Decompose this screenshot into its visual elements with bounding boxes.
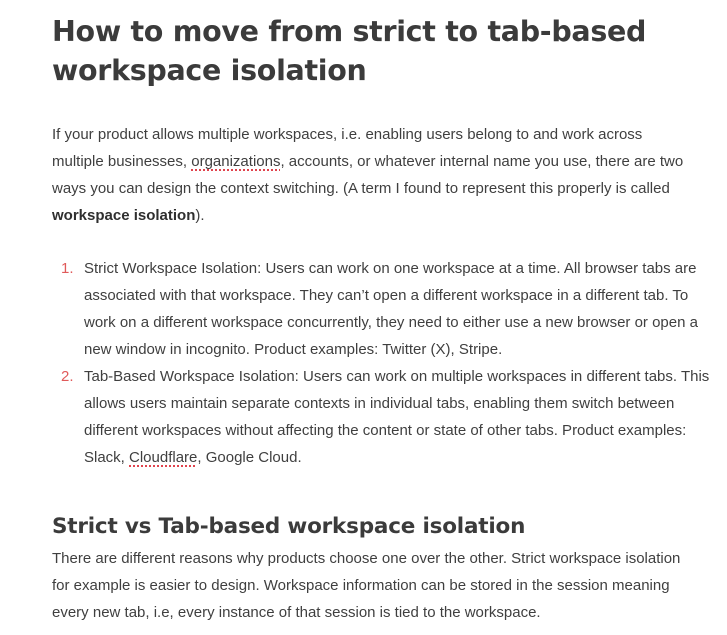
intro-text-3: ). xyxy=(195,207,205,224)
list-number: 1. xyxy=(61,260,74,277)
page-title: How to move from strict to tab-based workspace isolation xyxy=(52,15,647,87)
list-item-text-2: , Google Cloud. xyxy=(197,449,302,466)
bold-term: workspace isolation xyxy=(52,207,196,224)
intro-text-1: If your product allows multiple workspaces, i.e. enabling users belong to and work across multiple businesses, xyxy=(52,126,643,170)
intro-text-2: , accounts, or whatever internal name you use, there are two ways you can design the context switching. (A term I found to represent this properly is called xyxy=(52,153,684,197)
misspelled-word-cloudflare[interactable]: Cloudflare xyxy=(129,449,198,466)
misspelled-word-organizations[interactable]: organizations xyxy=(191,153,281,170)
intro-paragraph xyxy=(52,121,692,229)
section-paragraph: There are different reasons why products choose one over the other. Strict workspace isolation for example is easier to design. Workspace information can be stored in the session meaning every new tab, i.e, every instance of that session is tied to the workspace. xyxy=(52,550,681,621)
list-item-text-1: Tab-Based Workspace Isolation: Users can work on multiple workspaces in different tabs. This allows users maintain separate contexts in individual tabs, enabling them switch between different workspaces without affecting the content or state of other tabs. Product examples: Slack, xyxy=(84,368,710,466)
section-heading: Strict vs Tab-based workspace isolation xyxy=(52,514,526,539)
isolation-types-list xyxy=(52,255,712,471)
list-number: 2. xyxy=(61,368,74,385)
list-item-text: Strict Workspace Isolation: Users can work on one workspace at a time. All browser tabs are associated with that workspace. They can’t open a different workspace in a different tab. To work on a different workspace concurrently, they need to either use a new browser or open a new window in incognito. Product examples: Twitter (X), Stripe. xyxy=(84,260,698,358)
list-item-strict xyxy=(52,255,712,363)
list-item-tab-based xyxy=(52,363,712,471)
document-body xyxy=(52,0,712,626)
